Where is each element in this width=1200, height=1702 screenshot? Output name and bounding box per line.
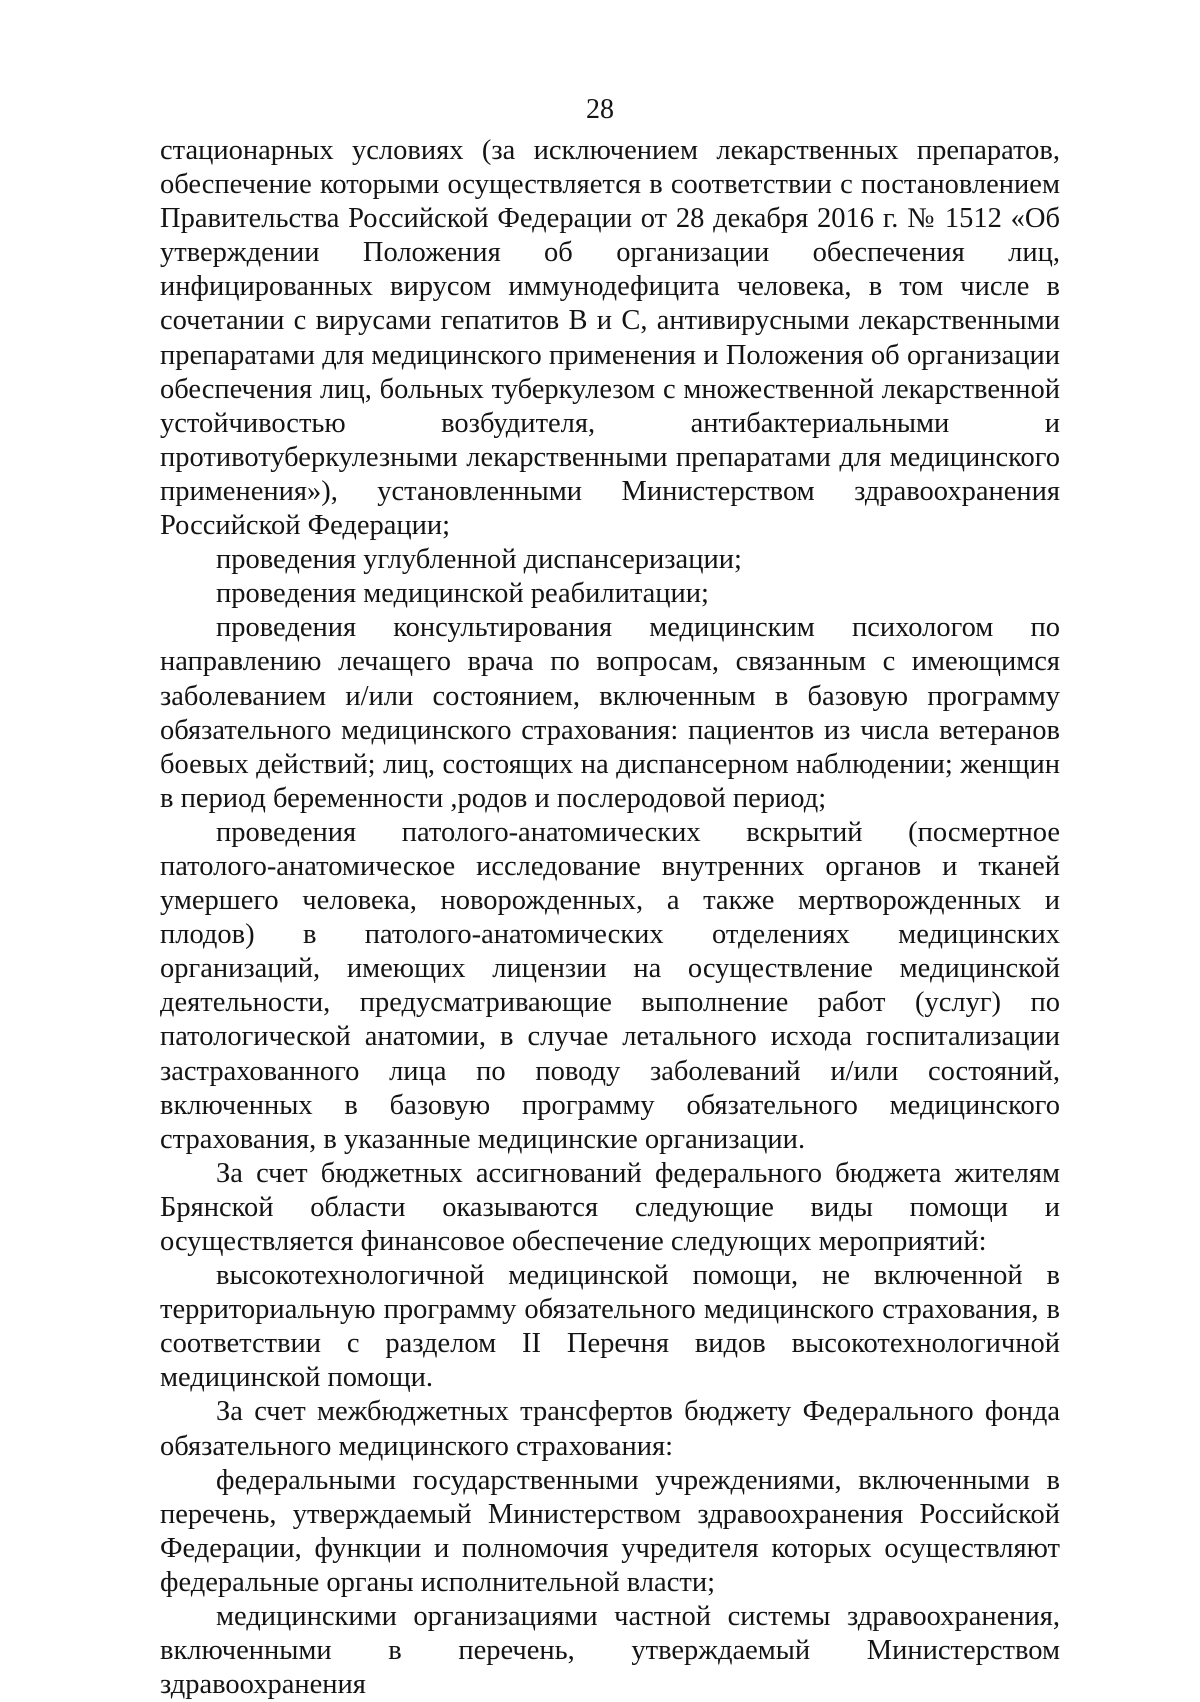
paragraph-psychologist-consulting: проведения консультирования медицинским психологом по направлению лечащего врача по вопросам, связанным с имеющимся заболеванием и/или состоянием, включенным в базовую программу обязательного медицинского страхования: пациентов из числа ветеранов боевых действий; лиц, состоящих на диспансерном наблюдении; женщин в период беременности ,родов и послеродовой период; <box>160 612 1060 814</box>
paragraph-interbudget-transfers: За счет межбюджетных трансфертов бюджету Федерального фонда обязательного медицинского страхования: <box>160 1396 1060 1462</box>
paragraph-continuation: стационарных условиях (за исключением лекарственных препаратов, обеспечение которыми осуществляется в соответствии с постановлением Правительства Российской Федерации от 28 декабря 2016 г. № 1512 «Об утверждении Положения об организации обеспечения лиц, инфицированных вирусом иммунодефицита человека, в том числе в сочетании с вирусами гепатитов В и С, антивирусными лекарственными препаратами для медицинского применения и Положения об организации обеспечения лиц, больных туберкулезом с множественной лекарственной устойчивостью возбудителя, антибактериальными и противотуберкулезными лекарственными препаратами для медицинского применения»), установленными Министерством здравоохранения Российской Федерации; <box>160 135 1060 542</box>
paragraph-federal-institutions: федеральными государственными учреждениями, включенными в перечень, утверждаемый Министерством здравоохранения Российской Федерации, функции и полномочия учредителя которых осуществляют федеральные органы исполнительной власти; <box>160 1464 1060 1598</box>
paragraph-autopsies: проведения патолого-анатомических вскрытий (посмертное патолого-анатомическое исследование внутренних органов и тканей умершего человека, новорожденных, а также мертворожденных и плодов) в патолого-анатомических отделениях медицинских организаций, имеющих лицензии на осуществление медицинской деятельности, предусматривающие выполнение работ (услуг) по патологической анатомии, в случае летального исхода госпитализации застрахованного лица по поводу заболеваний и/или состояний, включенных в базовую программу обязательного медицинского страхования, в указанные медицинские организации. <box>160 816 1060 1155</box>
paragraph-rehabilitation: проведения медицинской реабилитации; <box>216 578 709 610</box>
document-body <box>160 134 1060 1702</box>
paragraph-in-depth-screening: проведения углубленной диспансеризации; <box>216 544 742 576</box>
paragraph-federal-budget: За счет бюджетных ассигнований федерального бюджета жителям Брянской области оказываются следующие виды помощи и осуществляется финансовое обеспечение следующих мероприятий: <box>160 1157 1060 1257</box>
paragraph-high-tech-care: высокотехнологичной медицинской помощи, не включенной в территориальную программу обязательного медицинского страхования, в соответствии с разделом II Перечня видов высокотехнологичной медицинской помощи. <box>160 1260 1060 1394</box>
paragraph-private-organizations: медицинскими организациями частной системы здравоохранения, включенными в перечень, утверждаемый Министерством здравоохранения <box>160 1601 1060 1701</box>
page-number: 28 <box>586 94 614 125</box>
